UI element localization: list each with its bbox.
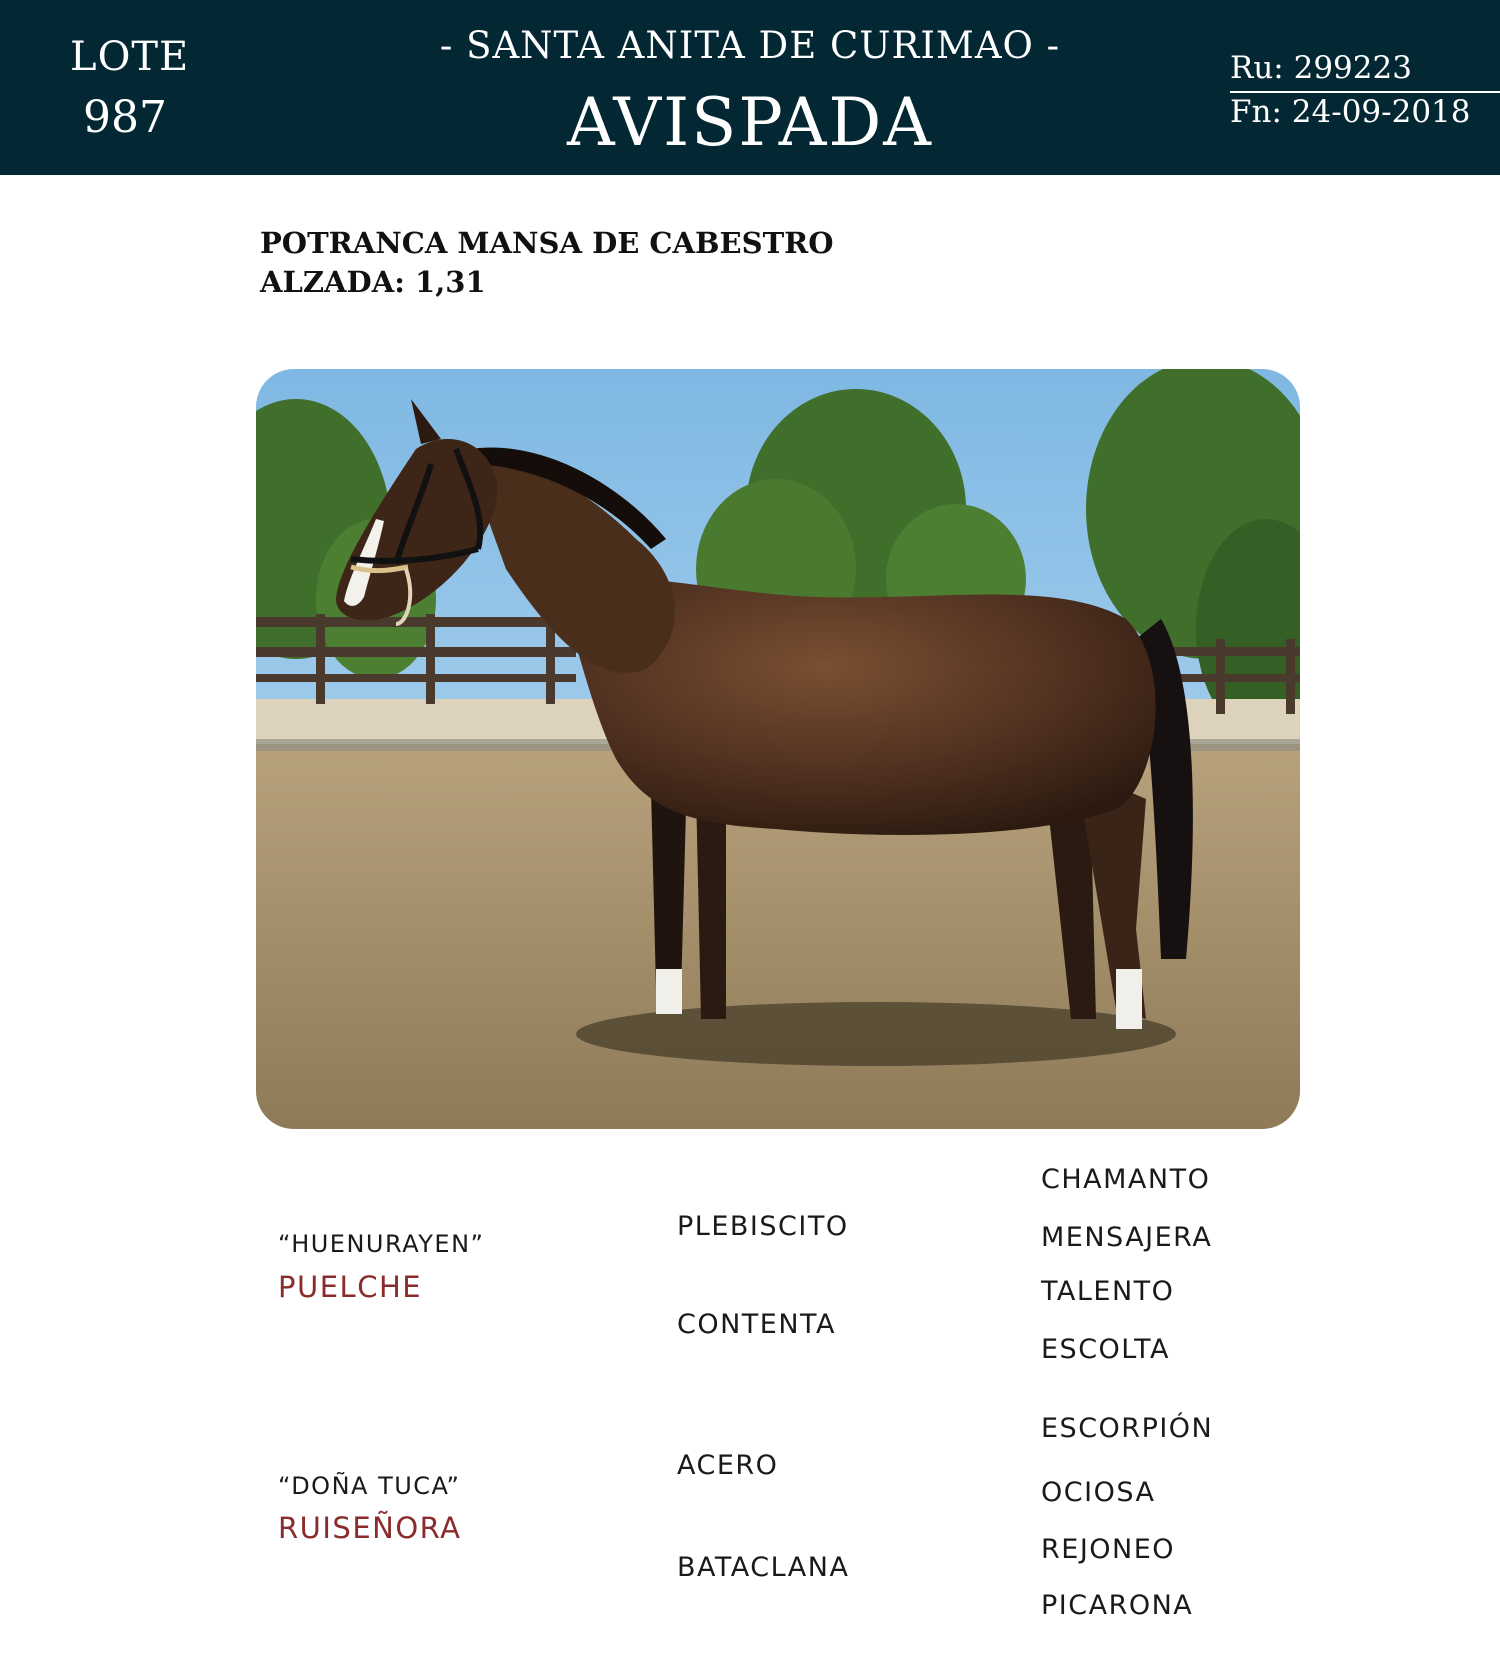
dam-grandsire-1: ESCORPIÓN — [1041, 1413, 1214, 1444]
dam-dam: BATACLANA — [677, 1552, 850, 1583]
horse-photo — [256, 369, 1300, 1129]
sire-dam: CONTENTA — [677, 1309, 836, 1340]
header-banner — [0, 0, 1500, 175]
dam-nickname: “DOÑA TUCA” — [278, 1472, 461, 1500]
dam-name: RUISEÑORA — [278, 1511, 462, 1545]
sire-grandsire-1: CHAMANTO — [1041, 1164, 1211, 1195]
registration-number: Ru: 299223 — [1230, 50, 1412, 86]
sire-granddam-1: MENSAJERA — [1041, 1222, 1213, 1253]
horse-name: AVISPADA — [567, 84, 933, 161]
sire-nickname: “HUENURAYEN” — [278, 1230, 485, 1258]
description-line-2: ALZADA: 1,31 — [260, 265, 486, 299]
description-line-1: POTRANCA MANSA DE CABESTRO — [260, 226, 834, 260]
sire-granddam-2: ESCOLTA — [1041, 1334, 1170, 1365]
divider — [1230, 91, 1500, 93]
farm-name: - SANTA ANITA DE CURIMAO - — [439, 24, 1061, 67]
dam-granddam-2: PICARONA — [1041, 1590, 1194, 1621]
birth-date: Fn: 24-09-2018 — [1230, 94, 1471, 130]
lote-number: 987 — [83, 92, 167, 143]
dam-granddam-1: OCIOSA — [1041, 1477, 1156, 1508]
sire-sire: PLEBISCITO — [677, 1211, 849, 1242]
dam-sire: ACERO — [677, 1450, 779, 1481]
dam-grandsire-2: REJONEO — [1041, 1534, 1176, 1565]
lote-label: LOTE — [70, 34, 190, 80]
horse-photo-illustration — [256, 369, 1300, 1129]
sire-name: PUELCHE — [278, 1270, 423, 1304]
sire-grandsire-2: TALENTO — [1041, 1276, 1175, 1307]
